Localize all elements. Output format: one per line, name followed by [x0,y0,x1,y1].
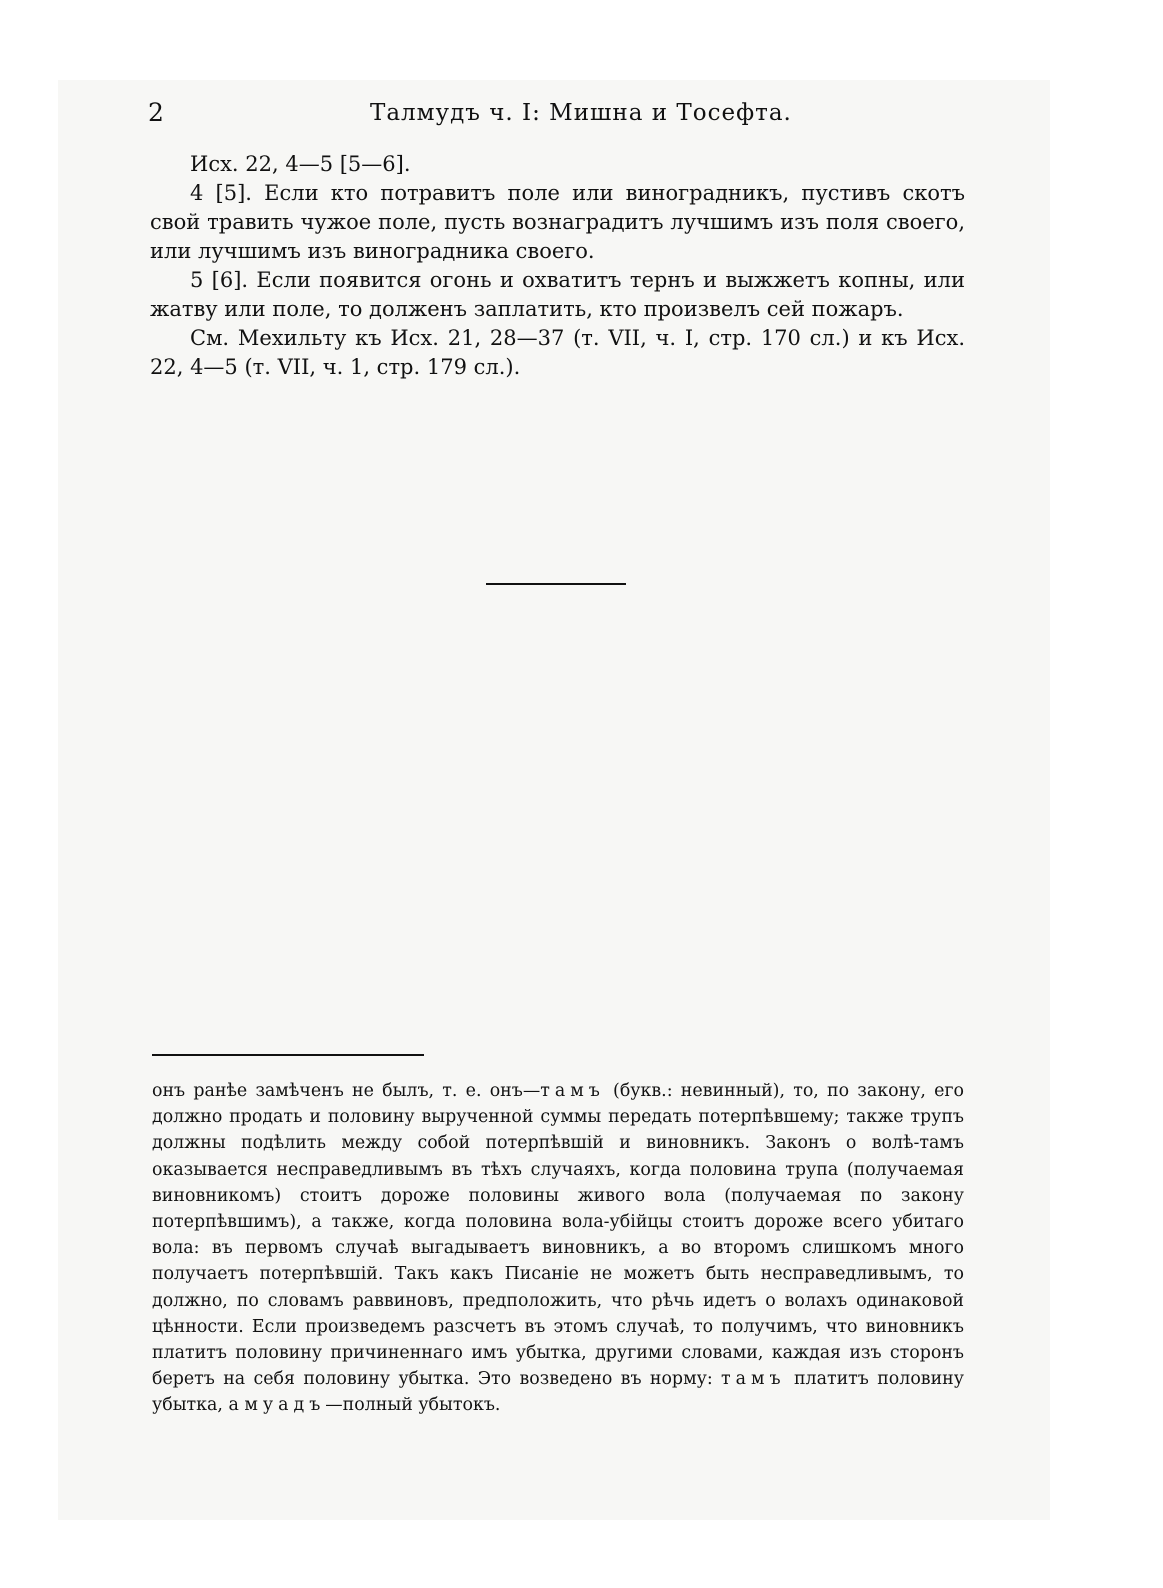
term-tam: тамъ [540,1081,605,1101]
page-number: 2 [148,98,164,127]
running-head: Талмудъ ч. I: Мишна и Тосефта. [370,100,792,126]
footnote-paragraph [152,1078,964,1419]
footnote-text-4: —полный убытокъ. [325,1395,501,1416]
cross-reference: См. Мехильту къ Исх. 21, 28—37 (т. VII, ч. I, стр. 170 сл.) и къ Исх. 22, 4—5 (т. VII, ч. 1, стр. 179 сл.). [150,326,965,379]
main-text [150,150,965,382]
verse-5: 5 [6]. Если появится огонь и охватитъ тернъ и выжжетъ копны, или жатву или поле, то долженъ заплатить, кто произвелъ сей пожаръ. [150,268,965,321]
section-divider [486,583,626,585]
term-tam: тамъ [721,1369,786,1390]
term-muad: муадъ [244,1395,326,1416]
scripture-reference: Исх. 22, 4—5 [5—6]. [190,152,411,176]
footnote [152,1078,964,1419]
footnote-divider [152,1054,424,1056]
footnote-text-3: платитъ половину убытка, а [152,1369,964,1416]
verse-4: 4 [5]. Если кто потравитъ поле или виноградникъ, пустивъ скотъ свой травить чужое поле, пусть вознаградитъ лучшимъ изъ поля своего, или лучшимъ изъ виноградника своего. [150,181,965,263]
footnote-text-1: онъ ранѣе замѣченъ не былъ, т. е. онъ— [152,1081,541,1101]
footnote-text-2: (букв.: невинный), то, по закону, его должно продать и половину вырученной суммы передать потерпѣвшему; также трупъ должны подѣлить между собой потерпѣвшій и виновникъ. Законъ о волѣ-тамъ оказывается несправедливымъ въ тѣхъ случаяхъ, когда половина трупа (получаемая виновникомъ) стоитъ дороже половины живого вола (получаемая по закону потерпѣвшимъ), а также, когда половина вола-убійцы стоитъ дороже всего убитаго вола: въ первомъ случаѣ выгадываетъ виновникъ, а во второмъ слишкомъ много получаетъ потерпѣвшій. Такъ какъ Писаніе не можетъ быть несправедливымъ, то должно, по словамъ раввиновъ, предположить, что рѣчь идетъ о волахъ одинаковой цѣнности. Если произведемъ разсчетъ въ этомъ случаѣ, то получимъ, что виновникъ платитъ половину причиненнаго имъ убытка, другими словами, каждая изъ сторонъ беретъ на себя половину убытка. Это возведено въ норму: [152,1081,964,1390]
